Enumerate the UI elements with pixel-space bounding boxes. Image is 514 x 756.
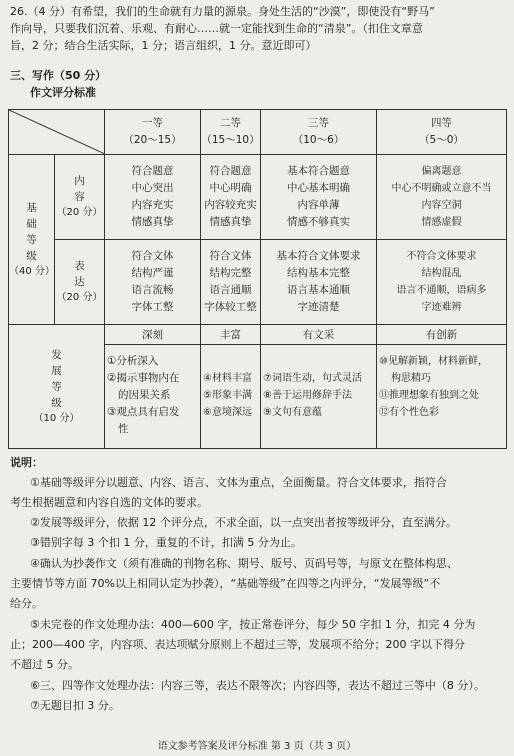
section-title: 三、写作（50 分）	[10, 69, 107, 82]
grade-2-header: 二等 （15～10）	[201, 110, 261, 155]
section-subtitle: 作文评分标准	[30, 86, 96, 99]
note-line-9: 止；200—400 字，内容项、表达项赋分原则上不超过三等，发展项不给分；200 字以下得分	[10, 638, 465, 651]
note-line-11: ⑥三、四等作文处理办法：内容三等，表达不限等次；内容四等，表达不超过三等中（8 分）。	[30, 679, 485, 692]
note-line-6: 主要情节等方面 70%以上相同认定为抄袭），“基础等级”在四等之内评分，“发展等级”不	[10, 577, 441, 590]
content-label: 内 容 （20 分）	[55, 155, 105, 240]
note-line-4: ③错别字每 3 个扣 1 分，重复的不计，扣满 5 分为止。	[30, 536, 302, 549]
note-line-1: ①基础等级评分以题意、内容、语言、文体为重点，全面衡量。符合文体要求，指符合	[30, 476, 447, 489]
dev-style-points: ⑦词语生动，句式灵活 ⑧善于运用修辞手法 ⑨文句有意蕴	[261, 345, 377, 449]
grading-table	[8, 109, 507, 449]
dev-head-style: 有文采	[261, 325, 377, 345]
header-corner-cell	[9, 110, 105, 155]
note-line-10: 不超过 5 分。	[10, 658, 79, 671]
note-line-5: ④确认为抄袭作文（须有准确的刊物名称、期号、版号、页码号等，与原文在整体构思、	[30, 557, 458, 570]
grade-1-header: 一等 （20～15）	[105, 110, 201, 155]
q26-line-3: 旨，2 分；结合生活实际，1 分；语言组织，1 分。意近即可）	[10, 39, 317, 52]
content-grade-3: 基本符合题意 中心基本明确 内容单薄 情感不够真实	[261, 155, 377, 240]
content-grade-4: 偏离题意 中心不明确或立意不当 内容空洞 情感虚假	[377, 155, 507, 240]
dev-head-innovation: 有创新	[377, 325, 507, 345]
note-line-3: ②发展等级评分，依据 12 个评分点，不求全面，以一点突出者按等级评分，直至满分。	[30, 516, 457, 529]
dev-innovation-points: ⑩见解新颖，材料新鲜， 构思精巧 ⑪推理想象有独到之处 ⑫有个性色彩	[377, 345, 507, 449]
note-line-2: 考生根据题意和内容自选的文体的要求。	[10, 496, 208, 509]
note-line-8: ⑤未完卷的作文处理办法：400—600 字，按正常卷评分，每少 50 字扣 1 分，扣完 4 分为	[30, 618, 476, 631]
expression-grade-1: 符合文体 结构严谨 语言流畅 字体工整	[105, 240, 201, 325]
content-grade-1: 符合题意 中心突出 内容充实 情感真挚	[105, 155, 201, 240]
basic-level-label: 基 础 等 级 （40 分）	[9, 155, 55, 325]
content-grade-2: 符合题意 中心明确 内容较充实 情感真挚	[201, 155, 261, 240]
expression-label: 表 达 （20 分）	[55, 240, 105, 325]
dev-deep-points: ①分析深入 ②揭示事物内在 的因果关系 ③观点具有启发 性	[105, 345, 201, 449]
note-line-12: ⑦无题目扣 3 分。	[30, 699, 120, 712]
expression-grade-3: 基本符合文体要求 结构基本完整 语言基本通顺 字迹清楚	[261, 240, 377, 325]
note-line-7: 给分。	[10, 597, 43, 610]
dev-head-deep: 深刻	[105, 325, 201, 345]
development-level-label: 发 展 等 级 （10 分）	[9, 325, 105, 449]
page-footer: 语文参考答案及评分标准 第 3 页（共 3 页）	[157, 741, 357, 752]
dev-rich-points: ④材料丰富 ⑤形象丰满 ⑥意境深远	[201, 345, 261, 449]
q26-line-2: 作向导，只要我们沉着、乐观、有耐心……就一定能找到生命的“清泉”。（扣住文章意	[10, 22, 423, 35]
diagonal-line	[9, 110, 105, 154]
grade-4-header: 四等 （5～0）	[377, 110, 507, 155]
expression-grade-4: 不符合文体要求 结构混乱 语言不通顺，语病多 字迹难辨	[377, 240, 507, 325]
q26-line-1: 26.（4 分）有希望，我们的生命就有力量的源泉。身处生活的“沙漠”，即使没有“野马”	[10, 5, 435, 18]
dev-head-rich: 丰富	[201, 325, 261, 345]
notes-title: 说明：	[10, 456, 43, 469]
grade-3-header: 三等 （10～6）	[261, 110, 377, 155]
expression-grade-2: 符合文体 结构完整 语言通顺 字体较工整	[201, 240, 261, 325]
